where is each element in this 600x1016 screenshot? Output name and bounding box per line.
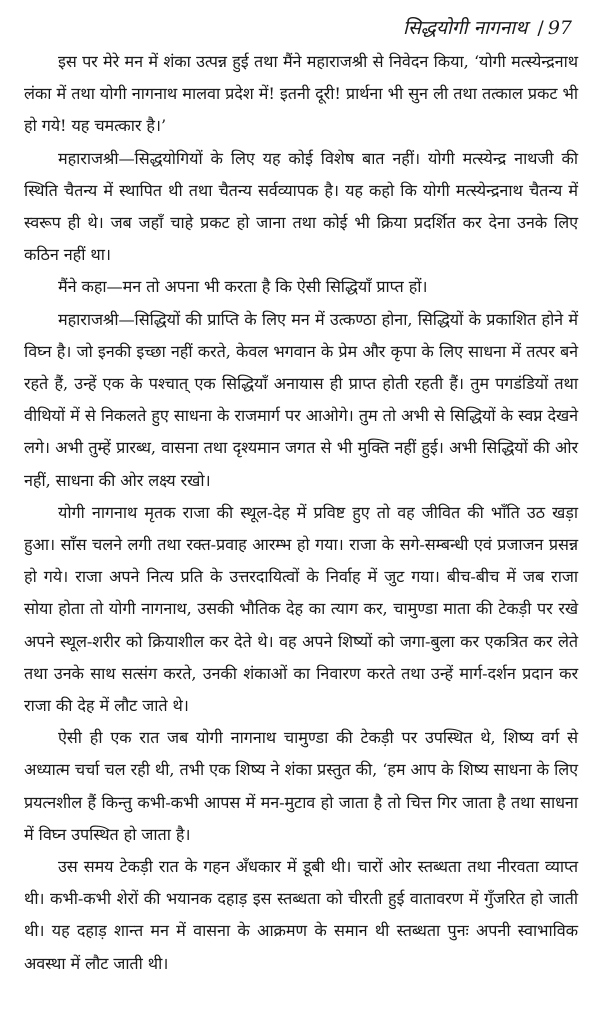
paragraph: ऐसी ही एक रात जब योगी नागनाथ चामुण्डा की टेकड़ी पर उपस्थित थे, शिष्य वर्ग से अध्यात्म चर्चा चल रही थी, तभी एक शिष्य ने शंका प्रस्तुत की, ‘हम आप के शिष्य साधना के लिए प्रयत्नशील हैं किन्तु कभी-कभी आपस में मन-मुटाव हो जाता है तो चित्त गिर जाता है तथा साधना में विघ्न उपस्थित हो जाता है। [24,728,578,844]
header-separator: / [537,17,544,39]
paragraph: महाराजश्री—सिद्धियों की प्राप्ति के लिए मन में उत्कण्ठा होना, सिद्धियों के प्रकाशित होने में विघ्न है। जो इनकी इच्छा नहीं करते, केवल भगवान के प्रेम और कृपा के लिए साधना में तत्पर बने रहते हैं, उन्हें एक के पश्चात् एक सिद्धियाँ अनायास ही प्राप्त होती रहती हैं। तुम पगडंडियों तथा वीथियों में से निकलते हुए साधना के राजमार्ग पर आओगे। तुम तो अभी से सिद्धियों के स्वप्न देखने लगे। अभी तुम्हें प्रारब्ध, वासना तथा दृश्यमान जगत से भी मुक्ति नहीं हुई। अभी सिद्धियों की ओर नहीं, साधना की ओर लक्ष्य रखो। [24,309,578,490]
paragraph: इस पर मेरे मन में शंका उत्पन्न हुई तथा मैंने महाराजश्री से निवेदन किया, ‘योगी मत्स्येन्द्रनाथ लंका में तथा योगी नागनाथ मालवा प्रदेश में! इतनी दूरी! प्रार्थना भी सुन ली तथा तत्काल प्रकट भी हो गये! यह चमत्कार है।’ [24,52,578,136]
body-text [24,46,578,980]
running-header [24,14,578,46]
paragraph: उस समय टेकड़ी रात के गहन अँधकार में डूबी थी। चारों ओर स्तब्धता तथा नीरवता व्याप्त थी। कभी-कभी शेरों की भयानक दहाड़ इस स्तब्धता को चीरती हुई वातावरण में गुँजरित हो जाती थी। यह दहाड़ शान्त मन में वासना के आक्रमण के समान थी स्तब्धता पुनः अपनी स्वाभाविक अवस्था में लौट जाती थी। [24,857,578,973]
page-number: 97 [547,17,572,39]
paragraph: मैंने कहा—मन तो अपना भी करता है कि ऐसी सिद्धियाँ प्राप्त हों। [58,277,428,297]
paragraph: योगी नागनाथ मृतक राजा की स्थूल-देह में प्रविष्ट हुए तो वह जीवित की भाँति उठ खड़ा हुआ। साँस चलने लगी तथा रक्त-प्रवाह आरम्भ हो गया। राजा के सगे-सम्बन्धी एवं प्रजाजन प्रसन्न हो गये। राजा अपने नित्य प्रति के उत्तरदायित्वों के निर्वाह में जुट गया। बीच-बीच में जब राजा सोया होता तो योगी नागनाथ, उसकी भौतिक देह का त्याग कर, चामुण्डा माता की टेकड़ी पर रखे अपने स्थूल-शरीर को क्रियाशील कर देते थे। वह अपने शिष्यों को जगा-बुला कर एकत्रित कर लेते तथा उनके साथ सत्संग करते, उनकी शंकाओं का निवारण करते तथा उन्हें मार्ग-दर्शन प्रदान कर राजा की देह में लौट जाते थे। [24,502,578,716]
paragraph: महाराजश्री—सिद्धयोगियों के लिए यह कोई विशेष बात नहीं। योगी मत्स्येन्द्र नाथजी की स्थिति चैतन्य में स्थापित थी तथा चैतन्य सर्वव्यापक है। यह कहो कि योगी मत्स्येन्द्रनाथ चैतन्य में स्वरूप ही थे। जब जहाँ चाहे प्रकट हो जाना तथा कोई भी क्रिया प्रदर्शित कर देना उनके लिए कठिन नहीं था। [24,148,578,265]
running-title: सिद्धयोगी नागनाथ [403,17,528,39]
